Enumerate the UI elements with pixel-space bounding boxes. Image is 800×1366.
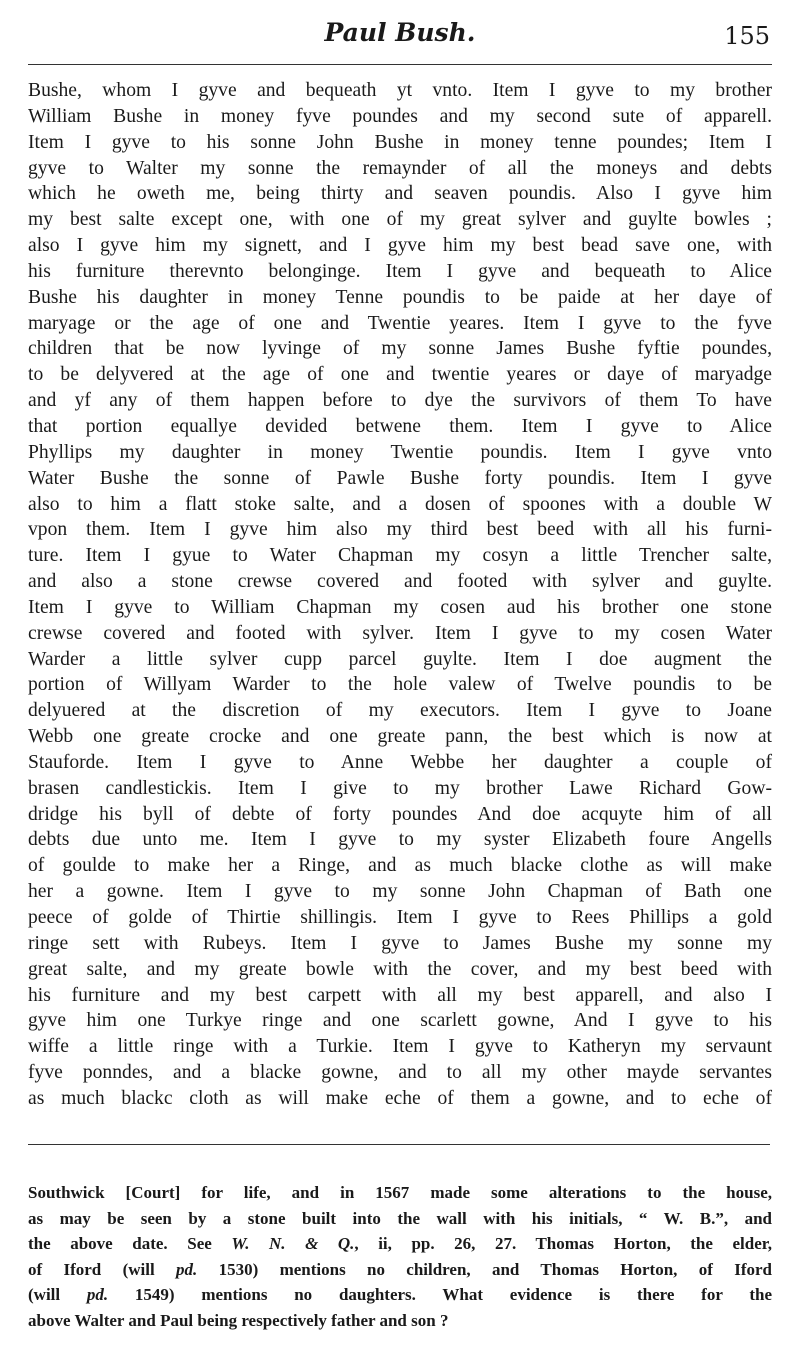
text-line: and yf any of them happen before to dye the survivors of them To have: [28, 390, 772, 412]
text-line: also I gyve him my signett, and I gyve him my best bead save one, with: [28, 235, 772, 257]
text-line: of goulde to make her a Ringe, and as much blacke clothe as will make: [28, 855, 772, 877]
text-line: gyve him one Turkye ringe and one scarlett gowne, And I gyve to his: [28, 1010, 772, 1032]
text-line: Webb one greate crocke and one greate pann, the best which is now at: [28, 726, 772, 748]
text-line: Phyllips my daughter in money Twentie poundis. Item I gyve vnto: [28, 441, 772, 463]
text-line: ringe sett with Rubeys. Item I gyve to James Bushe my sonne my: [28, 932, 772, 954]
text-line: vpon them. Item I gyve him also my third best beed with all his furni-: [28, 519, 772, 541]
text-line: maryage or the age of one and Twentie yeares. Item I gyve to the fyve: [28, 312, 772, 334]
footnote-line: as may be seen by a stone built into the wall with his initials, “ W. B.”, and: [28, 1208, 772, 1228]
proved-abbreviation: pd.: [86, 1285, 109, 1304]
text-line: Item I gyve to William Chapman my cosen aud his brother one stone: [28, 596, 772, 618]
page-number: 155: [724, 22, 770, 50]
text-line: children that be now lyvinge of my sonne James Bushe fyftie poundes,: [28, 338, 772, 360]
text-line: peece of golde of Thirtie shillingis. Item I gyve to Rees Phillips a gold: [28, 907, 772, 928]
text-line: fyve ponndes, and a blacke gowne, and to all my other mayde servantes: [28, 1062, 772, 1084]
footnote-line: Southwick [Court] for life, and in 1567 made some alterations to the house,: [28, 1183, 772, 1202]
text-line: crewse covered and footed with sylver. Item I gyve to my cosen Water: [28, 622, 772, 644]
text-line: Water Bushe the sonne of Pawle Bushe forty poundis. Item I gyve: [28, 467, 772, 489]
journal-reference: W. N. & Q.: [231, 1234, 355, 1253]
text-line: Warder a little sylver cupp parcel guylte. Item I doe augment the: [28, 648, 772, 670]
text-line: his furniture and my best carpett with all my best apparell, and also I: [28, 984, 772, 1006]
text-line: to be delyvered at the age of one and twentie yeares or daye of maryadge: [28, 364, 772, 386]
footnote-text: (will: [28, 1285, 87, 1304]
body-text: [28, 78, 772, 1112]
header-rule: [28, 64, 772, 65]
footnote-text: 1549) mentions no daughters. What evidence is there for the: [108, 1285, 773, 1304]
footnote-text: , ii, pp. 26, 27. Thomas Horton, the elder,: [354, 1234, 772, 1253]
text-line: Stauforde. Item I gyve to Anne Webbe her daughter a couple of: [28, 751, 772, 773]
footnote: [28, 1180, 772, 1333]
text-line: that portion equallye devided betwene them. Item I gyve to Alice: [28, 415, 772, 437]
footnote-line: above Walter and Paul being respectively father and son ?: [28, 1310, 449, 1330]
text-line: gyve to Walter my sonne the remaynder of all the moneys and debts: [28, 157, 772, 179]
text-line: wiffe a little ringe with a Turkie. Item I gyve to Katheryn my servaunt: [28, 1036, 772, 1058]
text-line: as much blackc cloth as will make eche of them a gowne, and to eche of: [28, 1087, 772, 1109]
text-line: portion of Willyam Warder to the hole valew of Twelve poundis to be: [28, 674, 772, 696]
text-line: Bushe his daughter in money Tenne poundis to be paide at her daye of: [28, 286, 772, 308]
text-line: Bushe, whom I gyve and bequeath yt vnto. Item I gyve to my brother: [28, 80, 772, 101]
text-line: Item I gyve to his sonne John Bushe in money tenne poundes; Item I: [28, 131, 772, 153]
footnote-text: of Iford (will: [28, 1259, 177, 1279]
footnote-text: 1530) mentions no children, and Thomas Horton, of Iford: [197, 1259, 773, 1279]
footnote-rule: [28, 1144, 770, 1145]
text-line: and also a stone crewse covered and footed with sylver and guylte.: [28, 571, 772, 593]
page-header: [28, 14, 772, 54]
text-line: his furniture therevnto belonginge. Item I gyve and bequeath to Alice: [28, 260, 772, 282]
text-line: delyuered at the discretion of my executors. Item I gyve to Joane: [28, 700, 772, 722]
running-head: Paul Bush.: [324, 18, 476, 47]
text-line: dridge his byll of debte of forty poundes And doe acquyte him of all: [28, 803, 772, 825]
proved-abbreviation: pd.: [176, 1259, 198, 1279]
text-line: William Bushe in money fyve poundes and my second sute of apparell.: [28, 105, 772, 127]
footnote-line: [28, 1257, 772, 1283]
text-line: great salte, and my greate bowle with the cover, and my best beed with: [28, 958, 772, 980]
text-line: her a gowne. Item I gyve to my sonne John Chapman of Bath one: [28, 881, 772, 903]
footnote-text: the above date. See: [28, 1234, 232, 1253]
footnote-line: [28, 1231, 772, 1257]
text-line: debts due unto me. Item I gyve to my syster Elizabeth foure Angells: [28, 829, 772, 851]
text-line: brasen candlestickis. Item I give to my brother Lawe Richard Gow-: [28, 777, 772, 799]
text-line: ture. Item I gyue to Water Chapman my cosyn a little Trencher salte,: [28, 545, 772, 567]
footnote-line: [28, 1282, 772, 1308]
text-line: my best salte except one, with one of my great sylver and guylte bowles ;: [28, 209, 772, 231]
text-line: also to him a flatt stoke salte, and a dosen of spoones with a double W: [28, 493, 772, 515]
text-line: which he oweth me, being thirty and seaven poundis. Also I gyve him: [28, 183, 772, 205]
